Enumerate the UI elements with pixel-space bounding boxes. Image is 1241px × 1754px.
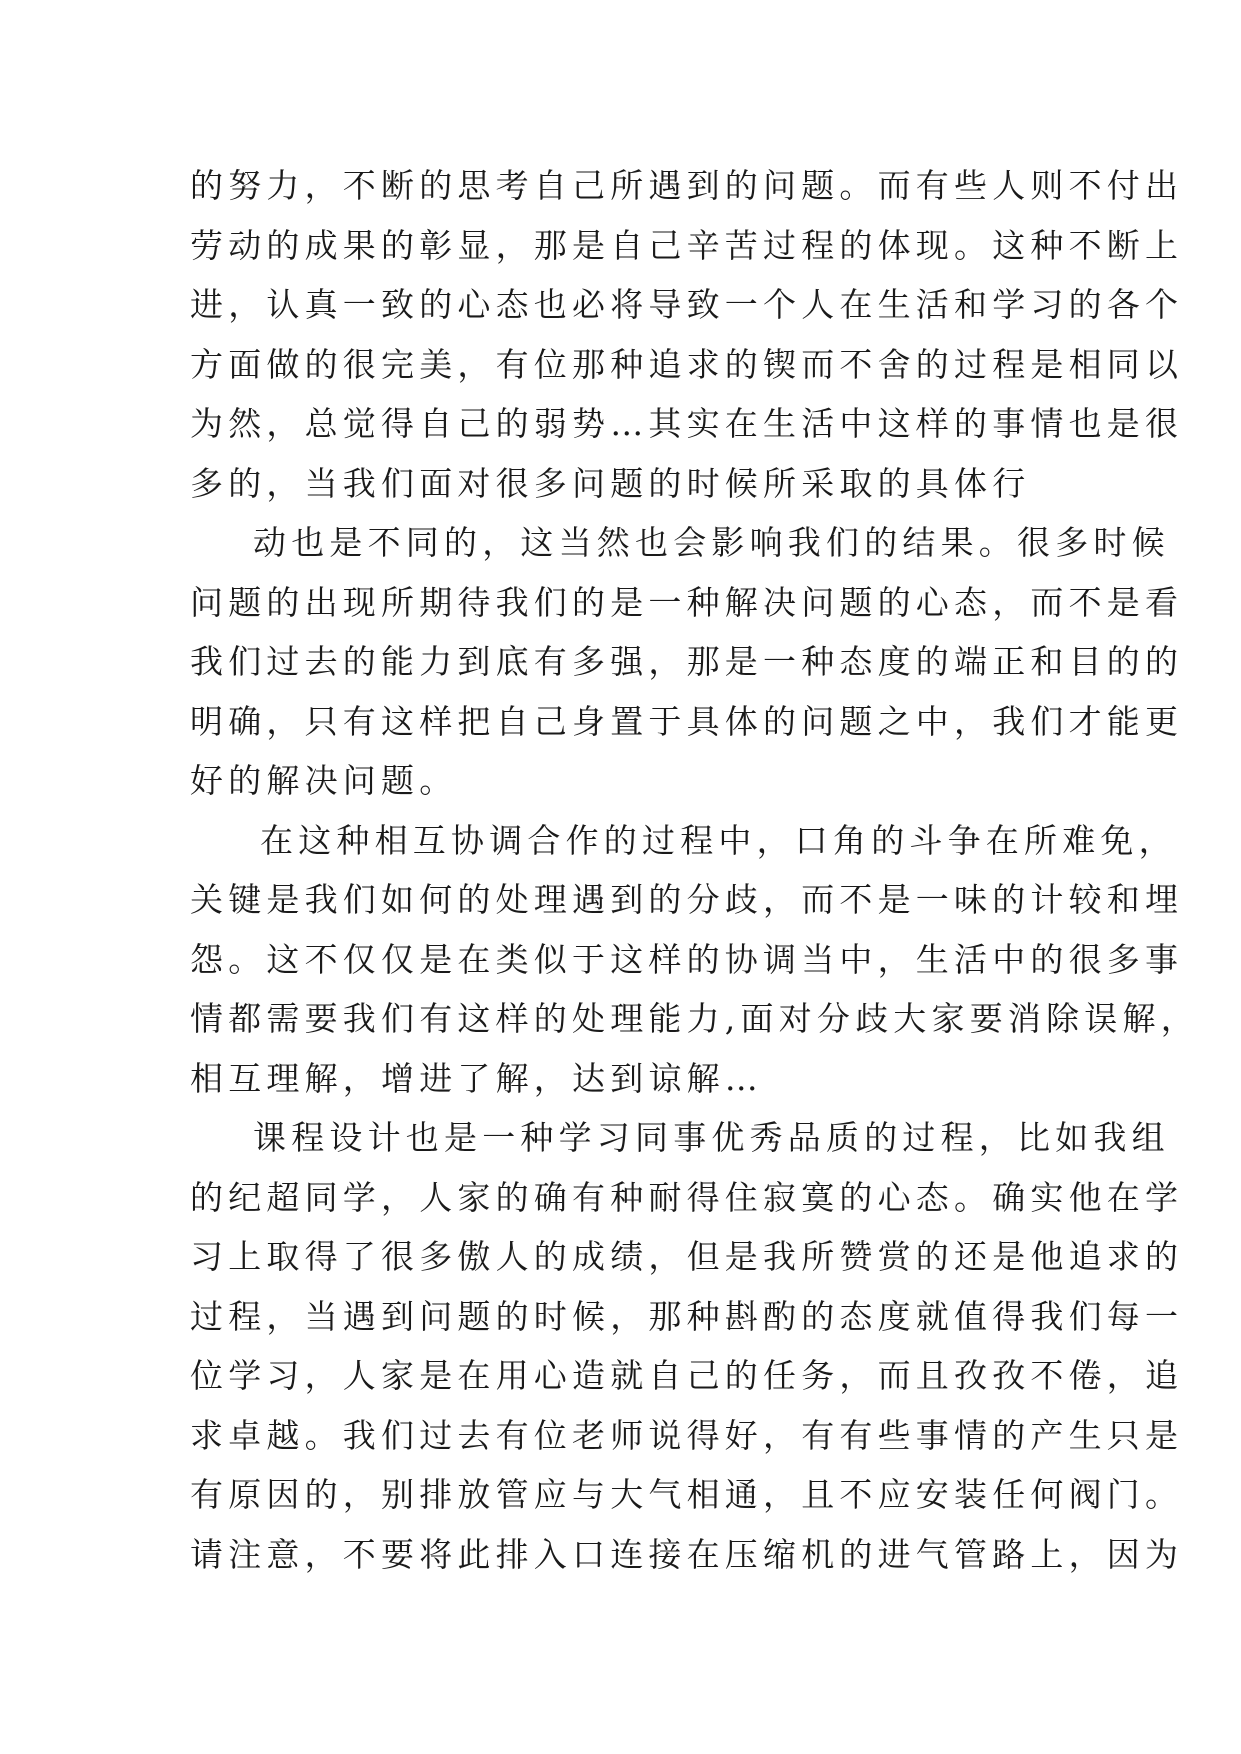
text-line: 我们过去的能力到底有多强，那是一种态度的端正和目的的 [190, 642, 1184, 681]
paragraph-4 [190, 1108, 1184, 1584]
text-line: 好的解决问题。 [190, 761, 458, 800]
text-line: 课程设计也是一种学习同事优秀品质的过程，比如我组 [253, 1118, 1170, 1157]
text-line: 相互理解，增进了解，达到谅解… [190, 1058, 763, 1098]
text-line: 动也是不同的，这当然也会影响我们的结果。很多时候 [253, 523, 1170, 562]
paragraph-2 [190, 513, 1184, 811]
text-line: 劳动的成果的彰显，那是自己辛苦过程的体现。这种不断上 [190, 225, 1184, 265]
text-line: 方面做的很完美，有位那种追求的锲而不舍的过程是相同以 [190, 344, 1184, 384]
text-line: 的纪超同学，人家的确有种耐得住寂寞的心态。确实他在学 [190, 1177, 1184, 1217]
text-line: 关键是我们如何的处理遇到的分歧，而不是一味的计较和埋 [190, 880, 1184, 919]
paragraph-3 [190, 811, 1199, 1109]
text-line: 明确，只有这样把自己身置于具体的问题之中，我们才能更 [190, 701, 1184, 741]
text-line: 求卓越。我们过去有位老师说得好，有有些事情的产生只是 [190, 1415, 1184, 1455]
text-line: 的努力，不断的思考自己所遇到的问题。而有些人则不付出 [190, 166, 1184, 205]
text-line: 请注意，不要将此排入口连接在压缩机的进气管路上，因为 [190, 1534, 1184, 1574]
text-line: 多的，当我们面对很多问题的时候所采取的具体行 [190, 463, 1031, 503]
text-line: 有原因的，别排放管应与大气相通，且不应安装任何阀门。 [190, 1475, 1184, 1514]
text-line: 习上取得了很多傲人的成绩，但是我所赞赏的还是他追求的 [190, 1237, 1184, 1276]
text-line: 在这种相互协调合作的过程中，口角的斗争在所难免， [260, 820, 1177, 860]
text-line: 进，认真一致的心态也必将导致一个人在生活和学习的各个 [190, 285, 1184, 324]
text-line: 为然，总觉得自己的弱势…其实在生活中这样的事情也是很 [190, 404, 1184, 443]
text-line: 情都需要我们有这样的处理能力,面对分歧大家要消除误解， [190, 999, 1199, 1038]
text-line: 问题的出现所期待我们的是一种解决问题的心态，而不是看 [190, 582, 1184, 622]
paragraph-1 [190, 156, 1184, 513]
text-line: 过程，当遇到问题的时候，那种斟酌的态度就值得我们每一 [190, 1296, 1184, 1336]
document-body [190, 156, 1199, 1584]
text-line: 怨。这不仅仅是在类似于这样的协调当中，生活中的很多事 [190, 939, 1184, 979]
text-line: 位学习，人家是在用心造就自己的任务，而且孜孜不倦，追 [190, 1356, 1184, 1395]
